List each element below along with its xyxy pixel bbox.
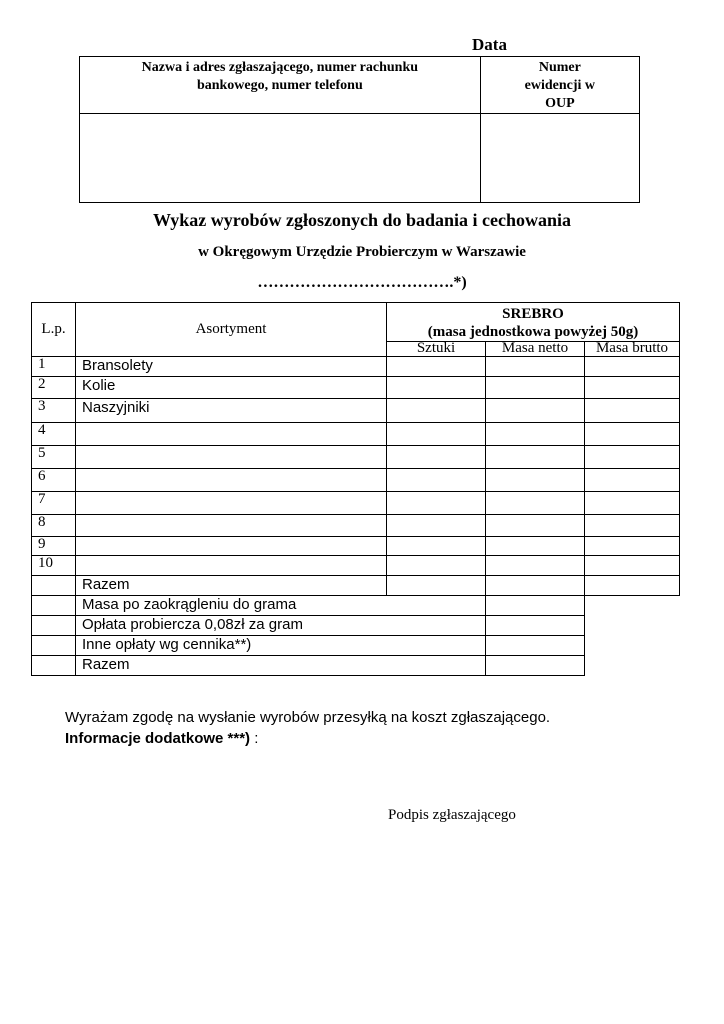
summary-label-fee: Opłata probiercza 0,08zł za gram [76,616,486,636]
sztuki-cell[interactable] [387,357,486,377]
masa-brutto-cell[interactable] [585,556,680,576]
sztuki-cell[interactable] [387,446,486,469]
summary-row [32,656,680,676]
summary-gap [585,616,680,636]
row-name[interactable] [76,556,387,576]
table-row [32,423,680,446]
registry-header [480,57,639,114]
table-row [32,537,680,556]
srebro-title: SREBRO [502,306,564,322]
office-dots-line: ……………………………….*) [257,274,467,291]
summary-row [32,636,680,656]
date-label: Data [472,35,507,54]
sztuki-cell[interactable] [387,377,486,399]
masa-netto-cell[interactable] [486,515,585,537]
summary-row [32,596,680,616]
row-name[interactable] [76,492,387,515]
sztuki-cell[interactable] [387,537,486,556]
applicant-header-text: Nazwa i adres zgłaszającego, numer rachunku bankowego, numer telefonu [141,60,419,93]
total-sztuki-cell[interactable] [387,576,486,596]
registry-field[interactable] [480,114,639,203]
row-name[interactable] [76,446,387,469]
registry-header-text: Numer ewidencji w OUP [524,60,596,111]
masa-netto-cell[interactable] [486,377,585,399]
summary-label-mass: Masa po zaokrągleniu do grama [76,596,486,616]
table-row [32,377,680,399]
row-name: Naszyjniki [76,399,387,423]
table-row [32,515,680,537]
total-row [32,576,680,596]
sztuki-cell[interactable] [387,515,486,537]
signature-label: Podpis zgłaszającego [388,807,516,823]
sztuki-cell[interactable] [387,556,486,576]
table-row [32,446,680,469]
masa-brutto-cell[interactable] [585,469,680,492]
sztuki-cell[interactable] [387,469,486,492]
row-name[interactable] [76,423,387,446]
masa-brutto-cell[interactable] [585,537,680,556]
additional-info [65,730,258,747]
summary-value-mass[interactable] [486,596,585,616]
asortyment-header: Asortyment [76,303,387,357]
summary-empty [32,596,76,616]
summary-label-other: Inne opłaty wg cennika**) [76,636,486,656]
table-row [32,469,680,492]
row-name[interactable] [76,469,387,492]
masa-brutto-cell[interactable] [585,446,680,469]
table-row [32,556,680,576]
total-masa-netto-cell[interactable] [486,576,585,596]
total-label: Razem [76,576,387,596]
row-name: Bransolety [76,357,387,377]
masa-netto-cell[interactable] [486,423,585,446]
row-number: 8 [32,515,76,537]
document-subtitle: w Okręgowym Urzędzie Probierczym w Warszawie [198,244,526,260]
summary-empty [32,636,76,656]
total-row-empty [32,576,76,596]
applicant-table [79,56,640,203]
masa-brutto-header: Masa brutto [585,342,680,357]
srebro-subtitle: (masa jednostkowa powyżej 50g) [427,324,639,340]
summary-gap [585,596,680,616]
table-row [32,492,680,515]
summary-value-fee[interactable] [486,616,585,636]
masa-netto-cell[interactable] [486,399,585,423]
items-table [31,302,680,676]
applicant-field[interactable] [80,114,481,203]
total-masa-brutto-cell[interactable] [585,576,680,596]
summary-empty [32,616,76,636]
summary-empty [32,656,76,676]
masa-brutto-cell[interactable] [585,399,680,423]
consent-text: Wyrażam zgodę na wysłanie wyrobów przesyłką na koszt zgłaszającego. [65,709,551,726]
table-row [32,399,680,423]
summary-label-total: Razem [76,656,486,676]
masa-brutto-cell[interactable] [585,377,680,399]
row-name[interactable] [76,537,387,556]
table-row [32,357,680,377]
srebro-header [387,303,680,342]
row-number: 6 [32,469,76,492]
sztuki-cell[interactable] [387,399,486,423]
row-number: 9 [32,537,76,556]
masa-netto-cell[interactable] [486,469,585,492]
masa-brutto-cell[interactable] [585,423,680,446]
row-number: 7 [32,492,76,515]
masa-brutto-cell[interactable] [585,357,680,377]
additional-info-suffix: : [250,730,259,747]
additional-info-label: Informacje dodatkowe ***) [65,730,251,747]
row-number: 2 [32,377,76,399]
summary-value-other[interactable] [486,636,585,656]
sztuki-cell[interactable] [387,423,486,446]
masa-brutto-cell[interactable] [585,492,680,515]
masa-netto-cell[interactable] [486,357,585,377]
summary-gap [585,636,680,656]
lp-header: L.p. [32,303,76,357]
row-name[interactable] [76,515,387,537]
masa-brutto-cell[interactable] [585,515,680,537]
summary-gap [585,656,680,676]
masa-netto-cell[interactable] [486,446,585,469]
row-number: 4 [32,423,76,446]
row-number: 1 [32,357,76,377]
document-title: Wykaz wyrobów zgłoszonych do badania i cechowania [152,210,572,230]
sztuki-cell[interactable] [387,492,486,515]
row-number: 5 [32,446,76,469]
summary-value-total[interactable] [486,656,585,676]
row-name: Kolie [76,377,387,399]
applicant-header [80,57,481,114]
sztuki-header: Sztuki [387,342,486,357]
summary-row [32,616,680,636]
masa-netto-header: Masa netto [486,342,585,357]
row-number: 10 [32,556,76,576]
masa-netto-cell[interactable] [486,492,585,515]
row-number: 3 [32,399,76,423]
masa-netto-cell[interactable] [486,537,585,556]
masa-netto-cell[interactable] [486,556,585,576]
